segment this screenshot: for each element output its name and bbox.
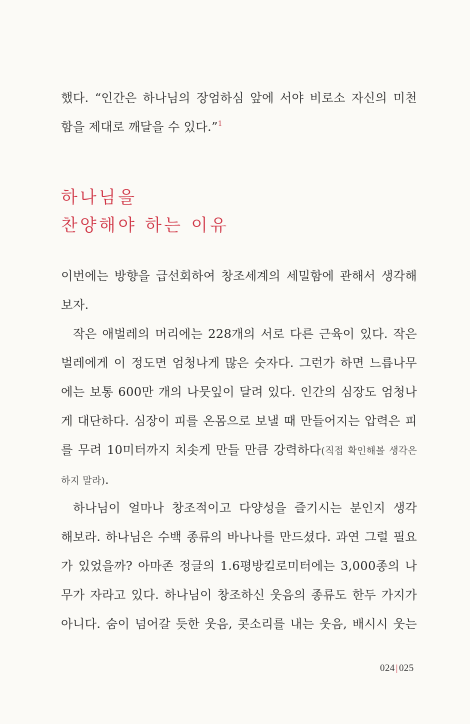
paragraph-2-aside-start: (직접 확인해볼 생각은 — [321, 446, 417, 457]
page-number-separator: | — [395, 664, 398, 674]
paragraph-2 — [61, 320, 417, 496]
paragraph-2-line-4: 게 대단하다. 심장이 피를 온몸으로 보낼 때 만들어지는 압력은 피 — [61, 414, 417, 428]
top-paragraph-line-2-text: 함을 제대로 깨달을 수 있다.” — [61, 120, 218, 134]
paragraph-3-line-5: 아니다. 숨이 넘어갈 듯한 웃음, 콧소리를 내는 웃음, 배시시 웃는 — [61, 617, 417, 631]
paragraph-3 — [61, 494, 417, 639]
paragraph-2-line-2: 벌레에게 이 정도면 엄청나게 많은 숫자다. 그런가 하면 느릅나무 — [61, 356, 417, 370]
paragraph-3-line-3: 가 있었을까? 아마존 정글의 1.6평방킬로미터에는 3,000종의 나 — [61, 559, 417, 573]
top-paragraph — [61, 84, 417, 142]
paragraph-2-line-1: 작은 애벌레의 머리에는 228개의 서로 다른 근육이 있다. 작은 — [73, 327, 417, 341]
paragraph-2-aside-end: 하지 말라) — [61, 476, 106, 487]
paragraph-1 — [61, 262, 417, 320]
page-number-right: 025 — [398, 664, 414, 674]
paragraph-2-line-5-main: 를 무려 10미터까지 치솟게 만들 만큼 강력하다 — [61, 443, 322, 457]
paragraph-2-line-5 — [61, 436, 417, 466]
page-number-left: 024 — [380, 664, 395, 674]
paragraph-3-line-2: 해보라. 하나님은 수백 종류의 바나나를 만드셨다. 과연 그럴 필요 — [61, 530, 417, 544]
paragraph-2-line-6-end: . — [105, 473, 110, 487]
section-heading-line-1: 하나님을 — [61, 188, 138, 208]
paragraph-1-line-2: 보자. — [61, 298, 89, 312]
paragraph-3-line-1: 하나님이 얼마나 창조적이고 다양성을 즐기시는 분인지 생각 — [73, 501, 417, 515]
section-heading — [61, 184, 229, 240]
section-heading-line-2: 찬양해야 하는 이유 — [61, 216, 230, 236]
paragraph-1-line-1: 이번에는 방향을 급선회하여 창조세계의 세밀함에 관해서 생각해 — [61, 269, 417, 283]
paragraph-3-line-4: 무가 자라고 있다. 하나님이 창조하신 웃음의 종류도 한두 가지가 — [61, 588, 417, 602]
top-paragraph-line-2 — [61, 113, 417, 142]
page-number — [380, 664, 414, 674]
footnote-marker: 1 — [217, 119, 223, 128]
top-paragraph-line-1: 했다. “인간은 하나님의 장엄하심 앞에 서야 비로소 자신의 미천 — [61, 91, 417, 105]
paragraph-2-line-3: 에는 보통 600만 개의 나뭇잎이 달려 있다. 인간의 심장도 엄청나 — [61, 385, 417, 399]
paragraph-2-line-6 — [61, 466, 417, 496]
